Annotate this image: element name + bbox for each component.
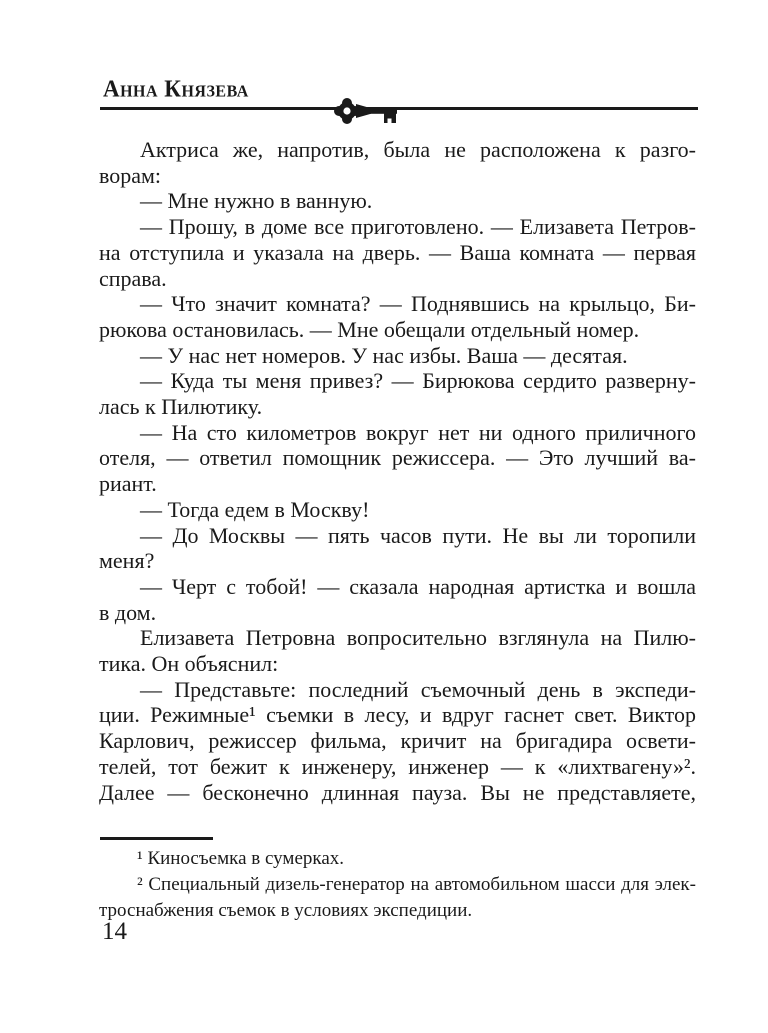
text-line: телей, тот бежит к инженеру, инженер — к «лихтвагену»². bbox=[99, 753, 696, 779]
text-line: меня? bbox=[99, 548, 155, 574]
text-line: на отступила и указала на дверь. — Ваша комната — первая bbox=[99, 239, 696, 265]
paragraph bbox=[99, 368, 696, 419]
footnotes bbox=[99, 846, 696, 924]
text-line: ¹ Киносъемка в сумерках. bbox=[137, 848, 345, 869]
text-line: отеля, — ответил помощник режиссера. — Это лучший ва- bbox=[99, 445, 696, 471]
text-line: тика. Он объяснил: bbox=[99, 651, 279, 677]
paragraph bbox=[99, 625, 696, 676]
text-line: — Что значит комната? — Поднявшись на крыльцо, Би- bbox=[140, 291, 696, 317]
text-line: — Черт с тобой! — сказала народная артистка и вошла bbox=[140, 573, 696, 599]
text-line: — Прошу, в доме все приготовлено. — Елизавета Петров- bbox=[140, 214, 696, 240]
text-line: риант. bbox=[99, 471, 157, 497]
text-line: ² Специальный дизель-генератор на автомобильном шасси для элек- bbox=[137, 874, 696, 895]
footnote bbox=[99, 872, 696, 924]
paragraph bbox=[99, 677, 696, 806]
footnote-separator bbox=[100, 837, 213, 840]
text-line: — Представьте: последний съемочный день в экспеди- bbox=[140, 676, 696, 702]
text-line: Елизавета Петровна вопросительно взглянула на Пилю- bbox=[140, 625, 696, 651]
text-line: — До Москвы — пять часов пути. Не вы ли торопили bbox=[140, 522, 696, 548]
text-line: ции. Режимные¹ съемки в лесу, и вдруг гаснет свет. Виктор bbox=[99, 702, 696, 728]
text-line: в дом. bbox=[99, 599, 157, 625]
key-icon bbox=[334, 93, 404, 129]
text-line: троснабжения съемок в условиях экспедиции. bbox=[99, 900, 473, 921]
text-line: — Мне нужно в ванную. bbox=[140, 188, 373, 214]
text-line: Далее — бесконечно длинная пауза. Вы не представляете, bbox=[99, 779, 696, 805]
author-name: Анна Князева bbox=[103, 75, 249, 102]
page-number: 14 bbox=[102, 918, 127, 945]
text-line: — У нас нет номеров. У нас избы. Ваша — десятая. bbox=[140, 342, 628, 368]
paragraph bbox=[99, 137, 696, 188]
text-line: Карлович, режиссер фильма, кричит на бригадира освети- bbox=[99, 728, 696, 754]
body-text bbox=[99, 137, 696, 805]
text-line: ворам: bbox=[99, 162, 162, 188]
paragraph bbox=[99, 343, 696, 369]
text-line: справа. bbox=[99, 265, 167, 291]
footnote bbox=[99, 846, 696, 872]
text-line: — На сто километров вокруг нет ни одного приличного bbox=[140, 419, 696, 445]
text-line: — Тогда едем в Москву! bbox=[140, 496, 370, 522]
paragraph bbox=[99, 497, 696, 523]
text-line: Актриса же, напротив, была не расположена к разго- bbox=[140, 137, 696, 162]
text-line: — Куда ты меня привез? — Бирюкова сердито разверну- bbox=[140, 368, 696, 394]
paragraph bbox=[99, 214, 696, 291]
paragraph bbox=[99, 420, 696, 497]
text-line: рюкова остановилась. — Мне обещали отдельный номер. bbox=[99, 316, 640, 342]
text-line: лась к Пилютику. bbox=[99, 394, 263, 420]
paragraph bbox=[99, 523, 696, 574]
paragraph bbox=[99, 188, 696, 214]
paragraph bbox=[99, 291, 696, 342]
paragraph bbox=[99, 574, 696, 625]
